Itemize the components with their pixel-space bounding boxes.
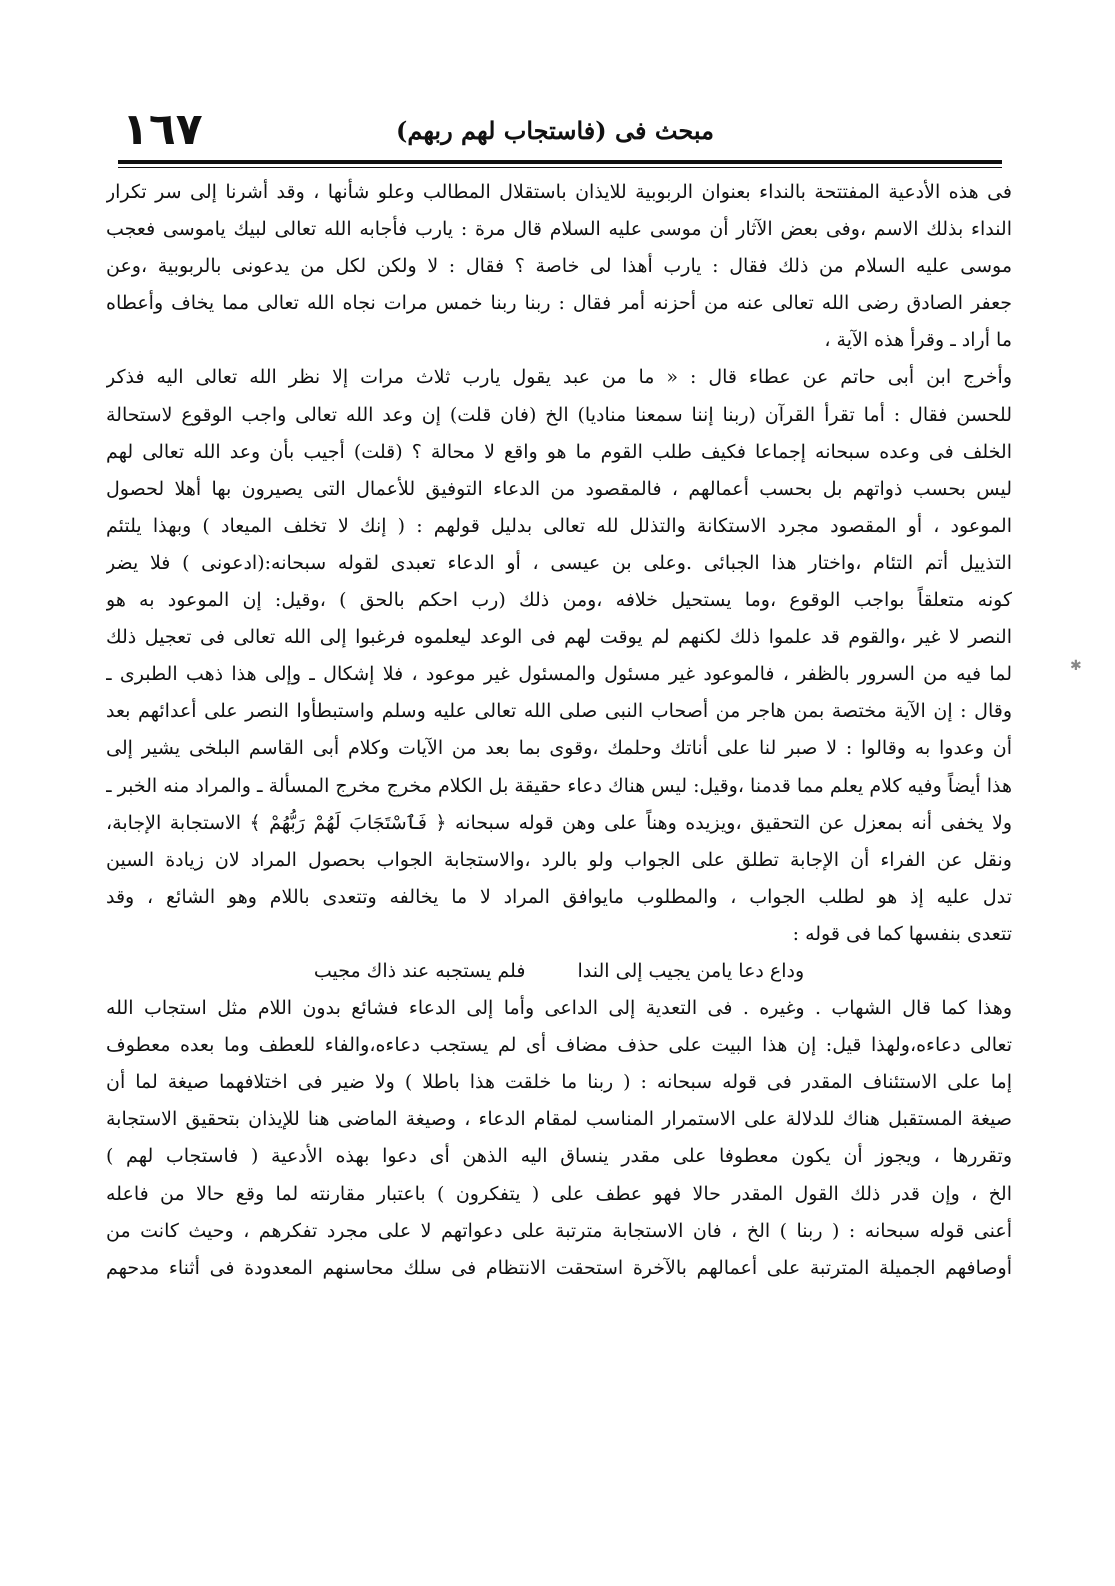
text-line: التذييل أتم التئام ،واختار هذا الجبائى .وعلى بن عيسى ، أو الدعاء تعبدى لقوله سبحانه:(ادعونى ) فلا يضر — [106, 551, 1012, 574]
running-title: مبحث فى (فاستجاب لهم ربهم) — [396, 116, 714, 145]
text-line: ونقل عن الفراء أن الإجابة تطلق على الجواب ولو بالرد ،والاستجابة الجواب بحصول المراد لان زيادة السين — [106, 848, 1012, 871]
text-line: للحسن فقال : أما تقرأ القرآن (ربنا إننا سمعنا مناديا) الخ (فان قلت) إن وعد الله تعالى واجب الوقوع لاستحالة — [106, 403, 1012, 426]
text-line: الخلف فى وعده سبحانه إجماعا فكيف طلب القوم ما هو واقع لا محالة ؟ (قلت) أجيب بأن وعد الله تعالى لهم — [106, 440, 1012, 463]
header-rule-thin — [118, 167, 1002, 168]
text-line: النداء بذلك الاسم ،وفى بعض الآثار أن موسى عليه السلام قال مرة : يارب فأجابه الله تعالى لبيك ياموسى فعجب — [106, 218, 1012, 241]
text-line: جعفر الصادق رضى الله تعالى عنه من أحزنه أمر فقال : ربنا ربنا خمس مرات نجاه الله تعالى مما يخاف وأعطاه — [106, 292, 1012, 315]
text-line: ولا يخفى أنه بمعزل عن التحقيق ،ويزيده وهناً على وهن قوله سبحانه ﴿ فَٱسْتَجَابَ لَهُمْ رَبُّهُمْ ﴾ الاستجابة الإجابة، — [106, 811, 1012, 834]
text-line: هذا أيضاً وفيه كلام يعلم مما قدمنا ،وقيل: ليس هناك دعاء حقيقة بل الكلام مخرج مخرج المسألة ـ والمراد منه الخبر ـ — [106, 774, 1012, 797]
verse-hemistich-first: وداع دعا يامن يجيب إلى الندا — [577, 959, 805, 982]
body-text — [106, 174, 1012, 1554]
text-line: وهذا كما قال الشهاب . وغيره . فى التعدية إلى الداعى وأما إلى الدعاء فشائع بدون اللام مثل استجاب الله — [106, 997, 1012, 1020]
text-line: إما على الاستئناف المقدر فى قوله سبحانه : ( ربنا ما خلقت هذا باطلا ) ولا ضير فى اختلافهما صيغة لما أن — [106, 1071, 1012, 1094]
text-line: صيغة المستقبل هناك للدلالة على الاستمرار المناسب لمقام الدعاء ، وصيغة الماضى هنا للإيذان بتحقيق الاستجابة — [106, 1108, 1012, 1131]
text-line: وتقررها ، ويجوز أن يكون معطوفا على مقدر ينساق اليه الذهن أى دعوا بهذه الأدعية ( فاستجاب لهم ) — [106, 1145, 1012, 1168]
verse-hemistich-second: فلم يستجبه عند ذاك مجيب — [313, 959, 526, 982]
scan-speck-icon: ✱ — [1070, 658, 1082, 674]
text-line: لما فيه من السرور بالظفر ، فالموعود غير مسئول والمسئول غير موعود ، فلا إشكال ـ وإلى هذا ذهب الطبرى ـ — [106, 663, 1012, 686]
page-number: ١٦٧ — [122, 104, 203, 155]
text-line: تدل عليه إذ هو لطلب الجواب ، والمطلوب مايوافق المراد لا ما يخالفه وتتعدى باللام وهو الشائع ، وقد — [106, 885, 1012, 908]
poetry-verse — [106, 953, 1012, 990]
text-line: أن وعدوا به وقالوا : لا صبر لنا على أناتك وحلمك ،وقوى بما بعد من الآيات وكلام أبى القاسم البلخى يشير إلى — [106, 737, 1012, 760]
text-line: ما أراد ـ وقرأ هذه الآية ، — [824, 329, 1012, 352]
text-line: كونه متعلقاً بواجب الوقوع ،وما يستحيل خلافه ،ومن ذلك (رب احكم بالحق ) ،وقيل: إن الموعود به هو — [106, 589, 1012, 612]
text-line: تتعدى بنفسها كما فى قوله : — [792, 922, 1012, 945]
text-line: موسى عليه السلام من ذلك فقال : يارب أهذا لى خاصة ؟ فقال : لا ولكن لكل من يدعونى بالربوبية ،وعن — [106, 255, 1012, 278]
text-line: الخ ، وإن قدر ذلك القول المقدر حالا فهو عطف على ( يتفكرون ) باعتبار مقارنته لما وقع حالا من فاعله — [106, 1182, 1012, 1205]
page-header — [110, 104, 1000, 156]
text-line: أعنى قوله سبحانه : ( ربنا ) الخ ، فان الاستجابة مترتبة على دعواتهم لا على مجرد تفكرهم ، وحيث كانت من — [106, 1219, 1012, 1242]
text-line: فى هذه الأدعية المفتتحة بالنداء بعنوان الربوبية للايذان باستقلال المطالب وعلو شأنها ، وقد أشرنا إلى سر تكرار — [106, 181, 1012, 203]
text-line: وقال : إن الآية مختصة بمن هاجر من أصحاب النبى صلى الله تعالى عليه وسلم واستبطأوا النصر على أعدائهم بعد — [106, 700, 1012, 723]
header-rule-thick — [118, 160, 1002, 164]
text-line: النصر لا غير ،والقوم قد علموا ذلك لكنهم لم يوقت لهم فى الوعد ليعلموه فرغبوا إلى الله تعالى فى تعجيل ذلك — [106, 626, 1012, 649]
text-line: ليس بحسب ذواتهم بل بحسب أعمالهم ، فالمقصود من الدعاء التوفيق للأعمال التى يصيرون بها أهلا لحصول — [106, 477, 1012, 500]
text-line: وأخرج ابن أبى حاتم عن عطاء قال : « ما من عبد يقول يارب ثلاث مرات إلا نظر الله تعالى اليه فذكر — [106, 366, 1012, 389]
text-line: الموعود ، أو المقصود مجرد الاستكانة والتذلل لله تعالى بدليل قولهم : ( إنك لا تخلف الميعاد ) وبهذا يلتئم — [106, 514, 1012, 537]
text-line: أوصافهم الجميلة المترتبة على أعمالهم بالآخرة استحقت الانتظام فى سلك محاسنهم المعدودة فى أثناء مدحهم — [106, 1256, 1012, 1279]
text-line: تعالى دعاءه،ولهذا قيل: إن هذا البيت على حذف مضاف أى لم يستجب دعاءه،والفاء للعطف وما بعده معطوف — [106, 1034, 1012, 1057]
